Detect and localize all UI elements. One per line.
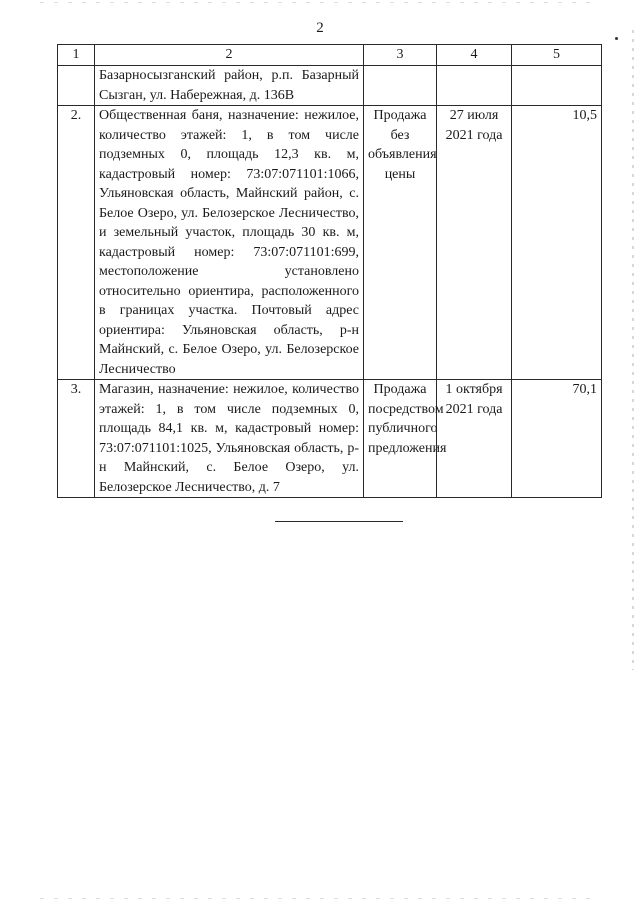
column-header: 1 xyxy=(58,45,95,66)
column-header: 3 xyxy=(364,45,437,66)
price-cell xyxy=(512,66,602,106)
page-number: 2 xyxy=(316,20,324,36)
sale-date-cell: 27 июля 2021 года xyxy=(437,106,512,380)
row-number-cell: 3. xyxy=(58,380,95,498)
column-header: 5 xyxy=(512,45,602,66)
property-description-cell: Общественная баня, назначение: нежилое, количество этажей: 1, в том числе подземных 0, площадь 12,3 кв. м, кадастровый номер: 73:07:071101:1066, Ульяновская область, Майнский район, с. Белое Озеро, ул. Белозерское Лесничество, и земельный участок, площадь 30 кв. м, кадастровый номер: 73:07:071101:699, местоположение установлено относительно ориентира, расположенного в границах участка. Почтовый адрес ориентира: Ульяновская область, р-н Майнский, с. Белое Озеро, ул. Белозерское Лесничество xyxy=(95,106,364,380)
table-header-row xyxy=(58,45,602,66)
column-header: 2 xyxy=(95,45,364,66)
property-table xyxy=(57,44,602,498)
sale-date-cell xyxy=(437,66,512,106)
price-cell: 10,5 xyxy=(512,106,602,380)
table-row xyxy=(58,106,602,380)
sale-date-cell: 1 октября 2021 года xyxy=(437,380,512,498)
price-cell: 70,1 xyxy=(512,380,602,498)
property-description-cell: Базарносызганский район, р.п. Базарный Сызган, ул. Набережная, д. 136В xyxy=(95,66,364,106)
scan-artifact-top xyxy=(40,2,600,3)
column-header: 4 xyxy=(437,45,512,66)
sale-method-cell xyxy=(364,66,437,106)
row-number-cell: 2. xyxy=(58,106,95,380)
table-row xyxy=(58,66,602,106)
scan-artifact-dot xyxy=(615,37,618,40)
property-description-cell: Магазин, назначение: нежилое, количество этажей: 1, в том числе подземных 0, площадь 84,1 кв. м, кадастровый номер: 73:07:071101:1025, Ульяновская область, р-н Майнский, с. Белое Озеро, ул. Белозерское Лесничество, д. 7 xyxy=(95,380,364,498)
sale-method-cell: Продажа посредством публичного предложения xyxy=(364,380,437,498)
table-row xyxy=(58,380,602,498)
row-number-cell xyxy=(58,66,95,106)
sale-method-cell: Продажа без объявления цены xyxy=(364,106,437,380)
scan-artifact-bottom xyxy=(40,898,600,899)
closing-separator-line xyxy=(275,521,403,522)
scan-artifact-edge xyxy=(632,30,634,670)
